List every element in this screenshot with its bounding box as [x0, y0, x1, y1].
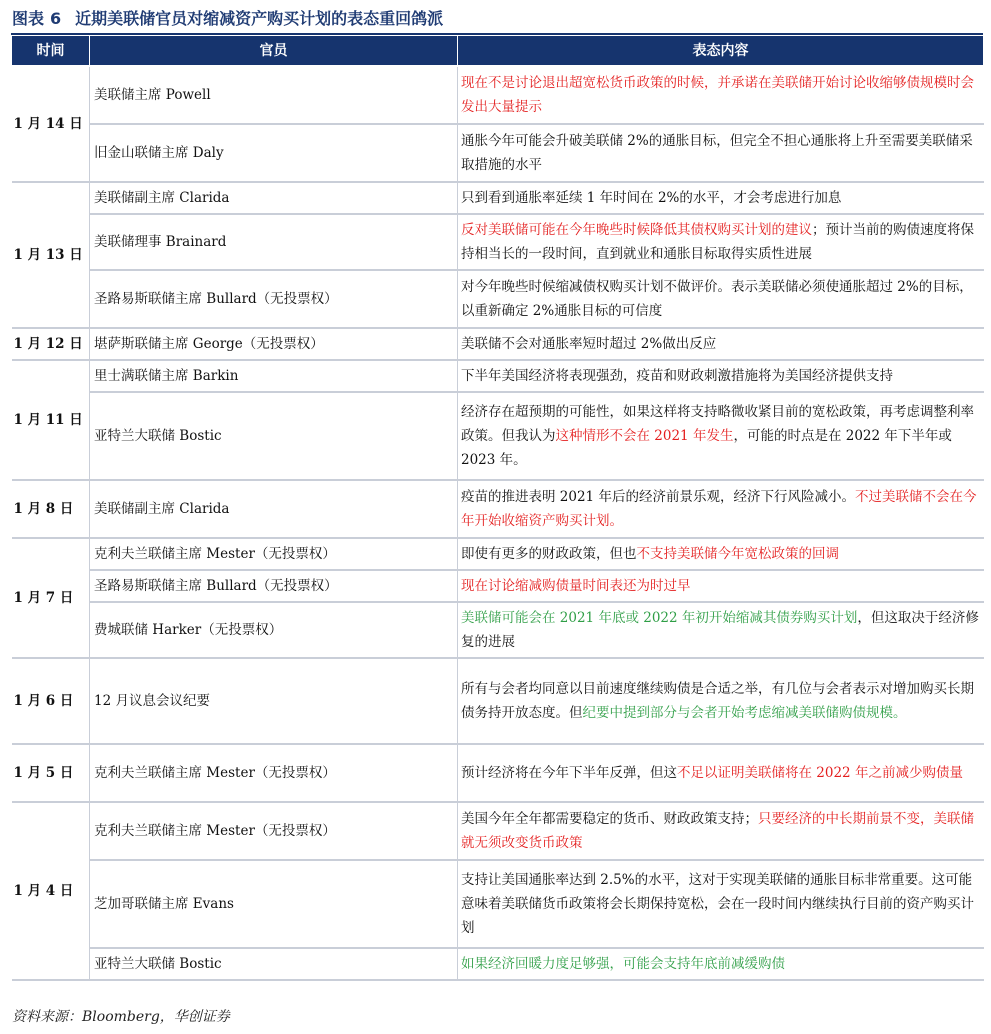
- statement-cell: [458, 602, 984, 658]
- official-cell: 12 月议息会议纪要: [90, 658, 458, 744]
- source-note: 资料来源：Bloomberg，华创证券: [12, 1009, 230, 1025]
- statement-cell: [458, 360, 984, 392]
- highlight-text-red: 现在不是讨论退出超宽松货币政策的时候，并承诺在美联储开始讨论收缩够债规模时会发出大量提示: [461, 74, 974, 115]
- statement-text: ，可能的时点是在 2022 年下半年或 2023 年。: [461, 427, 952, 468]
- highlight-text-green: 纪要中提到部分与会者开始考虑缩减美联储购债规模。: [582, 704, 907, 721]
- date-cell: 1 月 14 日: [12, 66, 90, 182]
- statement-text: 对今年晚些时候缩减债权购买计划不做评价。表示美联储必须使通胀超过 2%的目标，以重新确定 2%通胀目标的可信度: [461, 278, 973, 319]
- statement-text: 所有与会者均同意以目前速度继续购债是合适之举，有几位与会者表示对增加购买长期债务持开放态度。但: [461, 680, 974, 721]
- statement-cell: [458, 570, 984, 602]
- statement-cell: [458, 328, 984, 360]
- table-row: [12, 270, 984, 328]
- table-row: [12, 602, 984, 658]
- statement-cell: [458, 744, 984, 802]
- statement-cell: [458, 948, 984, 980]
- statement-cell: [458, 182, 984, 214]
- statement-text: 支持让美国通胀率达到 2.5%的水平，这对于实现美联储的通胀目标非常重要。这可能意味着美联储货币政策将会长期保持宽松，会在一段时间内继续执行目前的资产购买计划: [461, 871, 974, 936]
- official-cell: 美联储主席 Powell: [90, 66, 458, 124]
- statement-cell: [458, 270, 984, 328]
- table-row: [12, 480, 984, 538]
- date-cell: 1 月 12 日: [12, 328, 90, 360]
- official-cell: 克利夫兰联储主席 Mester（无投票权）: [90, 538, 458, 570]
- header-official: 官员: [90, 36, 458, 66]
- date-cell: 1 月 5 日: [12, 744, 90, 802]
- table-body: [12, 66, 984, 980]
- statement-cell: [458, 860, 984, 948]
- table-row: [12, 860, 984, 948]
- statement-cell: [458, 538, 984, 570]
- highlight-text-red: 只要经济的中长期前景不变，美联储就无须改变货币政策: [461, 810, 974, 851]
- highlight-text-red: 不足以证明美联储将在 2022 年之前减少购债量: [677, 764, 963, 781]
- date-cell: 1 月 13 日: [12, 182, 90, 328]
- statement-text: 只到看到通胀率延续 1 年时间在 2%的水平，才会考虑进行加息: [461, 189, 842, 206]
- official-cell: 克利夫兰联储主席 Mester（无投票权）: [90, 744, 458, 802]
- official-cell: 美联储副主席 Clarida: [90, 182, 458, 214]
- figure-label: 图表: [12, 9, 45, 28]
- table-row: [12, 658, 984, 744]
- figure-caption: 近期美联储官员对缩减资产购买计划的表态重回鸽派: [75, 9, 444, 28]
- date-cell: 1 月 8 日: [12, 480, 90, 538]
- statement-text: 疫苗的推进表明 2021 年后的经济前景乐观，经济下行风险减小。: [461, 488, 855, 505]
- statement-text: 下半年美国经济将表现强劲，疫苗和财政刺激措施将为美国经济提供支持: [461, 367, 893, 384]
- header-date: 时间: [12, 36, 90, 66]
- statement-cell: [458, 658, 984, 744]
- official-cell: 圣路易斯联储主席 Bullard（无投票权）: [90, 270, 458, 328]
- table-row: [12, 360, 984, 392]
- table-row: [12, 124, 984, 182]
- official-cell: 堪萨斯联储主席 George（无投票权）: [90, 328, 458, 360]
- statement-cell: [458, 480, 984, 538]
- statement-cell: [458, 124, 984, 182]
- official-cell: 克利夫兰联储主席 Mester（无投票权）: [90, 802, 458, 860]
- official-cell: 美联储副主席 Clarida: [90, 480, 458, 538]
- table-row: [12, 538, 984, 570]
- table-row: [12, 744, 984, 802]
- table-row: [12, 328, 984, 360]
- date-cell: 1 月 4 日: [12, 802, 90, 980]
- highlight-text-green: 美联储可能会在 2021 年底或 2022 年初开始缩减其债券购买计划: [461, 609, 858, 626]
- table-row: [12, 182, 984, 214]
- statement-cell: [458, 392, 984, 480]
- highlight-text-green: 如果经济回暖力度足够强，可能会支持年底前减缓购债: [461, 955, 785, 972]
- table-header-row: [12, 36, 984, 66]
- highlight-text-red: 不过美联储不会在今年开始收缩资产购买计划。: [461, 488, 977, 529]
- table-row: [12, 570, 984, 602]
- official-cell: 费城联储 Harker（无投票权）: [90, 602, 458, 658]
- official-cell: 芝加哥联储主席 Evans: [90, 860, 458, 948]
- statement-text: 即使有更多的财政政策，但也: [461, 545, 637, 562]
- header-content: 表态内容: [458, 36, 984, 66]
- statements-table: [11, 35, 984, 981]
- official-cell: 旧金山联储主席 Daly: [90, 124, 458, 182]
- statement-text: ；预计当前的购债速度将保持相当长的一段时间，直到就业和通胀目标取得实质性进展: [461, 221, 974, 262]
- table-row: [12, 214, 984, 270]
- statement-text: 通胀今年可能会升破美联储 2%的通胀目标，但完全不担心通胀将上升至需要美联储采取措施的水平: [461, 132, 973, 173]
- statement-text: 经济存在超预期的可能性，如果这样将支持略微收紧目前的宽松政策，再考虑调整利率政策。但我认为: [461, 403, 974, 444]
- highlight-text-red: 反对美联储可能在今年晚些时候降低其债权购买计划的建议: [461, 221, 812, 238]
- table-row: [12, 802, 984, 860]
- official-cell: 里士满联储主席 Barkin: [90, 360, 458, 392]
- figure-title: [12, 6, 443, 32]
- statement-text: 美国今年全年都需要稳定的货币、财政政策支持；: [461, 810, 758, 827]
- official-cell: 美联储理事 Brainard: [90, 214, 458, 270]
- highlight-text-red: 不支持美联储今年宽松政策的回调: [636, 545, 839, 562]
- figure-number: 6: [50, 9, 62, 28]
- table-row: [12, 392, 984, 480]
- date-cell: 1 月 11 日: [12, 360, 90, 480]
- statement-text: 美联储不会对通胀率短时超过 2%做出反应: [461, 335, 717, 352]
- highlight-text-red: 这种情形不会在 2021 年发生: [555, 427, 734, 444]
- statement-text: ，但这取决于经济修复的进展: [461, 609, 979, 650]
- table-row: [12, 66, 984, 124]
- official-cell: 亚特兰大联储 Bostic: [90, 392, 458, 480]
- highlight-text-red: 现在讨论缩减购债量时间表还为时过早: [461, 577, 691, 594]
- official-cell: 圣路易斯联储主席 Bullard（无投票权）: [90, 570, 458, 602]
- official-cell: 亚特兰大联储 Bostic: [90, 948, 458, 980]
- statement-text: 预计经济将在今年下半年反弹，但这: [461, 764, 677, 781]
- statement-cell: [458, 214, 984, 270]
- statement-cell: [458, 802, 984, 860]
- date-cell: 1 月 7 日: [12, 538, 90, 658]
- table-row: [12, 948, 984, 980]
- date-cell: 1 月 6 日: [12, 658, 90, 744]
- statement-cell: [458, 66, 984, 124]
